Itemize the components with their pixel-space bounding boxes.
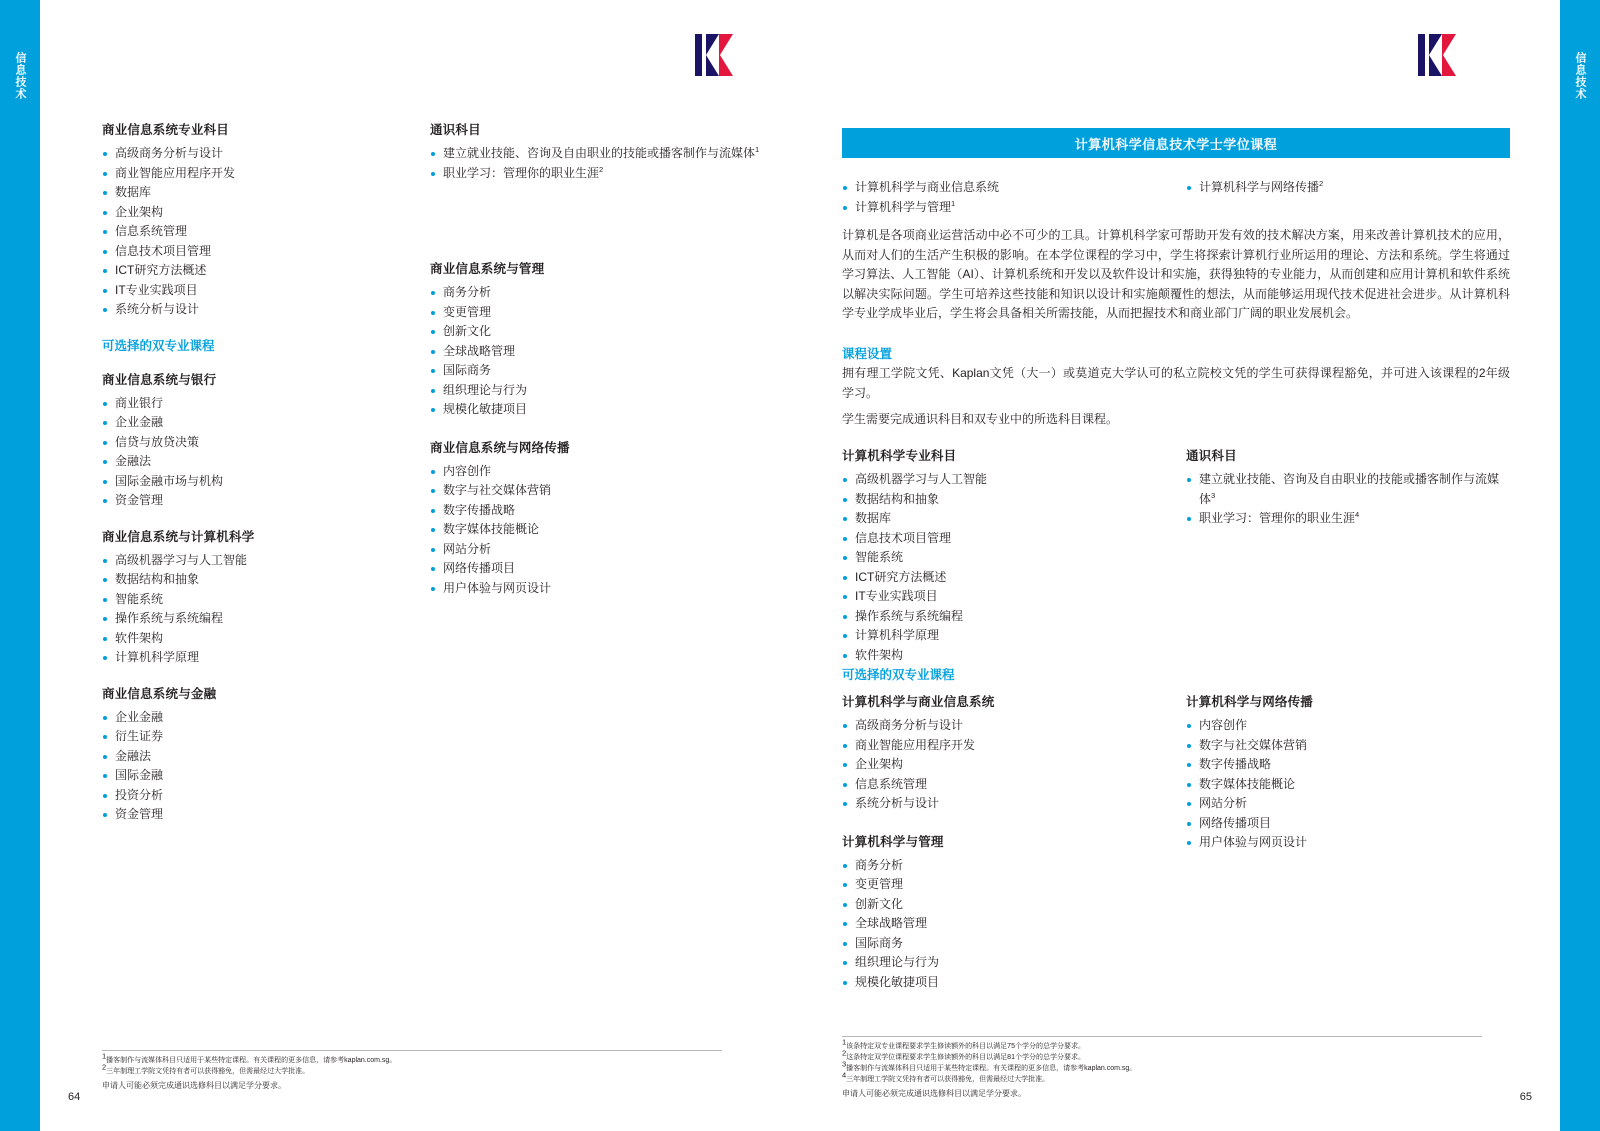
list-item: 网络传播项目 [1186,814,1510,834]
group-title: 商业信息系统与银行 [102,372,217,387]
dual-group-cs [102,527,402,668]
side-tab-right [1560,0,1600,1131]
footnote: $^4$三年制理工学院文凭持有者可以获得豁免，但需最经过大学批准。 [842,1070,1050,1083]
list-item: 数据库 [842,509,1160,529]
list-item: 创新文化 [842,895,1160,915]
list-item: 智能系统 [842,548,1160,568]
dual-group-webcomm [1186,692,1510,853]
kaplan-logo-icon [1418,34,1456,76]
program-description: 计算机是各项商业运营活动中必不可少的工具。计算机科学家可帮助开发有效的技术解决方案，用来改善计算机技术的应用，从而对人们的生活产生积极的影响。在本学位课程的学习中，学生将探索计算机行业所运用的理论、方法和系统。学生将通过学习算法、人工智能（AI）、计算机系统和开发以及软件设计和实施，获得独特的专业能力，从而创建和应用计算机和软件系统以解决实际问题。学生可培养这些技能和知识以设计和实施颠覆性的想法，从而能够运用现代技术促进社会进步。从计算机科学专业学成毕业后，学生将会具备相关所需技能，从而把握技术和商业部门广阔的职业发展机会。 [842,228,1510,320]
list-item: 计算机科学原理 [102,648,402,668]
page-number-left: 64 [68,1091,81,1103]
list-item: 信贷与放贷决策 [102,433,402,453]
list-item: 规模化敏捷项目 [842,973,1160,993]
list-item: 变更管理 [430,303,760,323]
list-item: ICT研究方法概述 [102,261,402,281]
list-item: 信息技术项目管理 [842,529,1160,549]
general-subjects-col [1186,446,1510,665]
group-title: 计算机科学与网络传播 [1186,695,1314,709]
list-item: 用户体验与网页设计 [1186,833,1510,853]
dual-group-finance [102,684,402,825]
group-list [102,708,402,825]
list-item: 高级商务分析与设计 [102,144,402,164]
list-item: 数据库 [102,183,402,203]
list-item: 全球战略管理 [842,914,1160,934]
group-list [430,283,760,420]
footnote: $^2$这条特定双学位课程要求学生修读额外的科目以满足81个学分的总学分要求。 [842,1048,1085,1061]
dual-group-bis [842,692,1160,814]
list-item: 组织理论与行为 [430,381,760,401]
footnote: $^1$该条特定双专业课程要求学生修读额外的科目以满足75个学分的总学分要求。 [842,1037,1085,1050]
list-item: 商业银行 [102,394,402,414]
dual-group-management [430,259,760,420]
list-item: 数据结构和抽象 [102,570,402,590]
general-subjects-heading: 通识科目 [430,123,481,137]
list-item: 创新文化 [430,322,760,342]
list-item: 系统分析与设计 [842,794,1160,814]
general-subjects-heading: 通识科目 [1186,449,1237,463]
list-item: 建立就业技能、咨询及自由职业的技能或播客制作与流媒体$^3$ [1186,470,1510,509]
list-item: 资金管理 [102,805,402,825]
group-list [1186,716,1510,853]
program-title: 计算机科学信息技术学士学位课程 [1074,136,1278,152]
list-item: 高级机器学习与人工智能 [842,470,1160,490]
list-item: 国际金融 [102,766,402,786]
subject-lists [842,446,1510,665]
list-item: 资金管理 [102,491,402,511]
list-item: 用户体验与网页设计 [430,579,760,599]
list-item: 职业学习：管理你的职业生涯$^4$ [1186,509,1510,529]
list-item: 数字与社交媒体营销 [430,481,760,501]
list-item: 内容创作 [1186,716,1510,736]
list-item: 数字媒体技能概论 [1186,775,1510,795]
course-setup-heading: 课程设置 [842,347,893,361]
group-title: 商业信息系统与管理 [430,262,545,276]
list-item: 信息技术项目管理 [102,242,402,262]
list-item: 规模化敏捷项目 [430,400,760,420]
list-item: 高级机器学习与人工智能 [102,551,402,571]
majors-right-list [1186,178,1510,217]
group-list [430,462,760,599]
group-list [842,856,1160,993]
program-banner [842,128,1510,158]
list-item: 操作系统与系统编程 [102,609,402,629]
group-list [102,551,402,668]
dual-group-banking [102,370,402,511]
apply-note: 申请人可能必须完成通识选修科目以满足学分要求。 [842,1089,1026,1098]
list-item: 计算机科学原理 [842,626,1160,646]
list-item: 衍生证券 [102,727,402,747]
list-item: 国际金融市场与机构 [102,472,402,492]
dual-major-heading: 可选择的双专业课程 [102,338,215,353]
list-item: 国际商务 [842,934,1160,954]
list-item: 金融法 [102,747,402,767]
course-note: 学生需要完成通识科目和双专业中的所选科目课程。 [842,412,1119,426]
dual-major-heading: 可选择的双专业课程 [842,668,955,682]
group-list [842,716,1160,814]
list-item: 商业智能应用程序开发 [842,736,1160,756]
footnote: $^1$播客制作与流媒体科目只适用于某些特定课程。有关课程的更多信息，请参考kaplan.com.sg。 [102,1051,397,1064]
majors-left-list [842,178,1160,217]
list-item: 企业金融 [102,413,402,433]
kaplan-logo-icon [695,34,733,76]
dual-group-management [842,832,1160,993]
list-item: ICT研究方法概述 [842,568,1160,588]
group-list [102,394,402,511]
general-subjects-list [430,144,760,183]
dual-major-lists [842,692,1510,992]
right-page [800,0,1560,1131]
left-col-1 [102,120,402,825]
left-page [40,0,800,1131]
list-item: 数据结构和抽象 [842,490,1160,510]
list-item: IT专业实践项目 [102,281,402,301]
majors-row [842,178,1510,217]
list-item: 数字媒体技能概论 [430,520,760,540]
list-item: 商务分析 [430,283,760,303]
list-item: 网络传播项目 [430,559,760,579]
dual-left-col [842,692,1160,992]
list-item: 全球战略管理 [430,342,760,362]
list-item: 企业架构 [102,203,402,223]
group-title: 计算机科学与商业信息系统 [842,695,995,709]
list-item: 建立就业技能、咨询及自由职业的技能或播客制作与流媒体$^1$ [430,144,760,164]
bis-major-list [102,144,402,320]
list-item: 计算机科学与商业信息系统 [842,178,1160,198]
footnote: $^3$播客制作与流媒体科目只适用于某些特定课程。有关课程的更多信息，请参考kaplan.com.sg。 [842,1059,1137,1072]
left-col-2 [430,120,760,825]
cs-major-heading: 计算机科学专业科目 [842,449,957,463]
list-item: 商业智能应用程序开发 [102,164,402,184]
group-title: 计算机科学与管理 [842,834,944,849]
list-item: IT专业实践项目 [842,587,1160,607]
bis-major-heading: 商业信息系统专业科目 [102,123,230,137]
apply-note: 申请人可能必须完成通识选修科目以满足学分要求。 [102,1081,286,1090]
list-item: 高级商务分析与设计 [842,716,1160,736]
left-page-columns [102,120,762,825]
list-item: 变更管理 [842,875,1160,895]
list-item: 企业金融 [102,708,402,728]
dual-group-webcomm [430,438,760,599]
list-item: 金融法 [102,452,402,472]
side-tab-right-label: 信息技术 [1574,52,1586,100]
list-item: 计算机科学与网络传播$^2$ [1186,178,1510,198]
list-item: 系统分析与设计 [102,300,402,320]
list-item: 计算机科学与管理$^1$ [842,198,1160,218]
left-footnotes [102,1050,722,1091]
dual-right-col [1186,692,1510,992]
page-number-right: 65 [1519,1091,1532,1103]
list-item: 网站分析 [1186,794,1510,814]
list-item: 国际商务 [430,361,760,381]
list-item: 操作系统与系统编程 [842,607,1160,627]
list-item: 数字传播战略 [430,501,760,521]
list-item: 数字传播战略 [1186,755,1510,775]
cs-major-list [842,470,1160,665]
side-tab-left [0,0,40,1131]
group-title: 商业信息系统与网络传播 [430,440,570,455]
list-item: 商务分析 [842,856,1160,876]
group-title: 商业信息系统与计算机科学 [102,529,255,544]
right-footnotes [842,1036,1482,1099]
list-item: 软件架构 [842,646,1160,666]
list-item: 信息系统管理 [102,222,402,242]
course-setup-body: 拥有理工学院文凭、Kaplan文凭（大一）或莫道克大学认可的私立院校文凭的学生可获得课程豁免，并可进入该课程的2年级学习。 [842,366,1510,400]
footnote: $^2$三年制理工学院文凭持有者可以获得豁免，但需最经过大学批准。 [102,1062,310,1075]
list-item: 网站分析 [430,540,760,560]
list-item: 职业学习：管理你的职业生涯$^2$ [430,164,760,184]
list-item: 数字与社交媒体营销 [1186,736,1510,756]
list-item: 智能系统 [102,590,402,610]
list-item: 软件架构 [102,629,402,649]
list-item: 内容创作 [430,462,760,482]
list-item: 信息系统管理 [842,775,1160,795]
general-subjects-list [1186,470,1510,529]
list-item: 组织理论与行为 [842,953,1160,973]
side-tab-left-label: 信息技术 [14,52,26,100]
group-title: 商业信息系统与金融 [102,686,217,701]
cs-major-col [842,446,1160,665]
list-item: 企业架构 [842,755,1160,775]
list-item: 投资分析 [102,786,402,806]
